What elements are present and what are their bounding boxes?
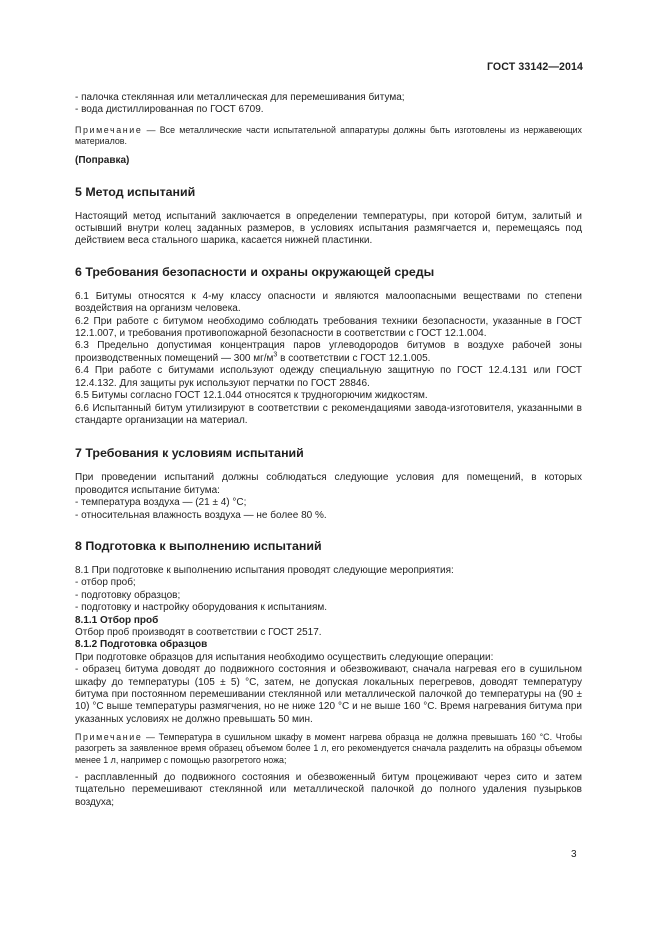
clause-8-1: 8.1 При подготовке к выполнению испытания проводят следующие мероприятия: [75,564,454,576]
equipment-item-distilled-water: - вода дистиллированная по ГОСТ 6709. [75,104,264,116]
prep-item-samples: - подготовку образцов; [75,589,181,601]
clause-6-3-superscript: 3 [273,351,278,359]
subsection-8-1-1-title: 8.1.1 Отбор проб [75,614,159,626]
clause-6-5: 6.5 Битумы согласно ГОСТ 12.1.044 относятся к трудногорючим жидкостям. [75,390,428,402]
document-body [75,92,582,809]
clause-6-3-text-end: в соответствии с ГОСТ 12.1.005. [277,352,431,364]
subsection-8-1-1-text: Отбор проб производят в соответствии с ГОСТ 2517. [75,626,322,638]
document-code-header: ГОСТ 33142—2014 [486,61,583,73]
prep-item-sampling: - отбор проб; [75,577,136,589]
section-8-title: 8 Подготовка к выполнению испытаний [75,538,322,553]
condition-humidity: - относительная влажность воздуха — не более 80 %. [75,509,327,521]
subsection-8-1-2-title: 8.1.2 Подготовка образцов [75,639,208,651]
clause-6-4: 6.4 При работе с битумами используют одежду специальную защитную по ГОСТ 12.4.131 или ГОСТ 12.4.132. Для защиты рук используют перчатки по ГОСТ 28846. [75,365,582,389]
page-number: 3 [571,849,577,860]
amendment-mark: (Поправка) [75,155,130,167]
sample-prep-step-sieving: - расплавленный до подвижного состояния и обезвоженный битум процеживают через сито и затем тщательно перемешивают стеклянной или металлической палочкой до полного удаления пузырьков воздуха; [75,771,582,808]
clause-6-6: 6.6 Испытанный битум утилизируют в соответствии с рекомендациями завода-изготовителя, указанными в стандарте организации на материал. [75,402,582,426]
note-stainless-parts [75,125,582,147]
subsection-8-1-2-intro: При подготовке образцов для испытания необходимо осуществить следующие операции: [75,651,494,663]
section-5-title: 5 Метод испытаний [75,184,196,199]
section-7-intro: При проведении испытаний должны соблюдаться следующие условия для помещений, в которых проводится испытание битума: [75,472,582,496]
note-text: — Температура в сушильном шкафу в момент нагрева образца не должна превышать 160 °С. Чтобы разогреть за заявленное время образец объемом более 1 л, его рекомендуется сначала разделить на образцы объемом менее 1 л, например с помощью разогретого ножа; [75,732,582,765]
sample-prep-step-heating: - образец битума доводят до подвижного состояния и обезвоживают, сначала нагревая его в сушильном шкафу до температуры (105 ± 5) °С, затем, не допуская локальных перегревов, доводят температуру битума при постоянном перемешивании стеклянной или металлической палочкой до температуры на (90 ± 10) °С выше температуры размягчения, но не ниже 120 °С и не выше 160 °С. Время нагревания битума при указанных условиях не должно превышать 50 мин. [75,664,582,725]
clause-6-2: 6.2 При работе с битумом необходимо соблюдать требования техники безопасности, указанные в ГОСТ 12.1.007, и требования противопожарной безопасности в соответствии с ГОСТ 12.1.004. [75,315,582,340]
clause-6-3-text: 6.3 Предельно допустимая концентрация паров углеводородов битумов в воздухе рабочей зоны производственных помещений — 300 мг/м [75,340,582,364]
section-7-title: 7 Требования к условиям испытаний [75,446,304,461]
note-oven-temperature [75,732,582,766]
prep-item-equipment: - подготовку и настройку оборудования к испытаниям. [75,602,328,614]
condition-temperature: - температура воздуха — (21 ± 4) °С; [75,497,247,509]
clause-6-3 [75,340,582,365]
note-text: — Все металлические части испытательной аппаратуры должны быть изготовлены из нержавеющих материалов. [75,124,582,147]
equipment-item-stirring-rod: - палочка стеклянная или металлическая для перемешивания битума; [75,92,405,103]
section-6-title: 6 Требования безопасности и охраны окружающей среды [75,264,435,279]
note-label: Примечание [75,124,143,135]
note-label: Примечание [75,732,143,743]
section-5-text: Настоящий метод испытаний заключается в определении температуры, при которой битум, залитый и остывший внутри колец заданных размеров, в условиях испытания размягчается и, перемещаясь под действием веса стального шарика, касается нижней пластинки. [75,210,582,247]
clause-6-1: 6.1 Битумы относятся к 4-му классу опасности и являются малоопасными веществами по степени воздействия на организм человека. [75,290,582,315]
